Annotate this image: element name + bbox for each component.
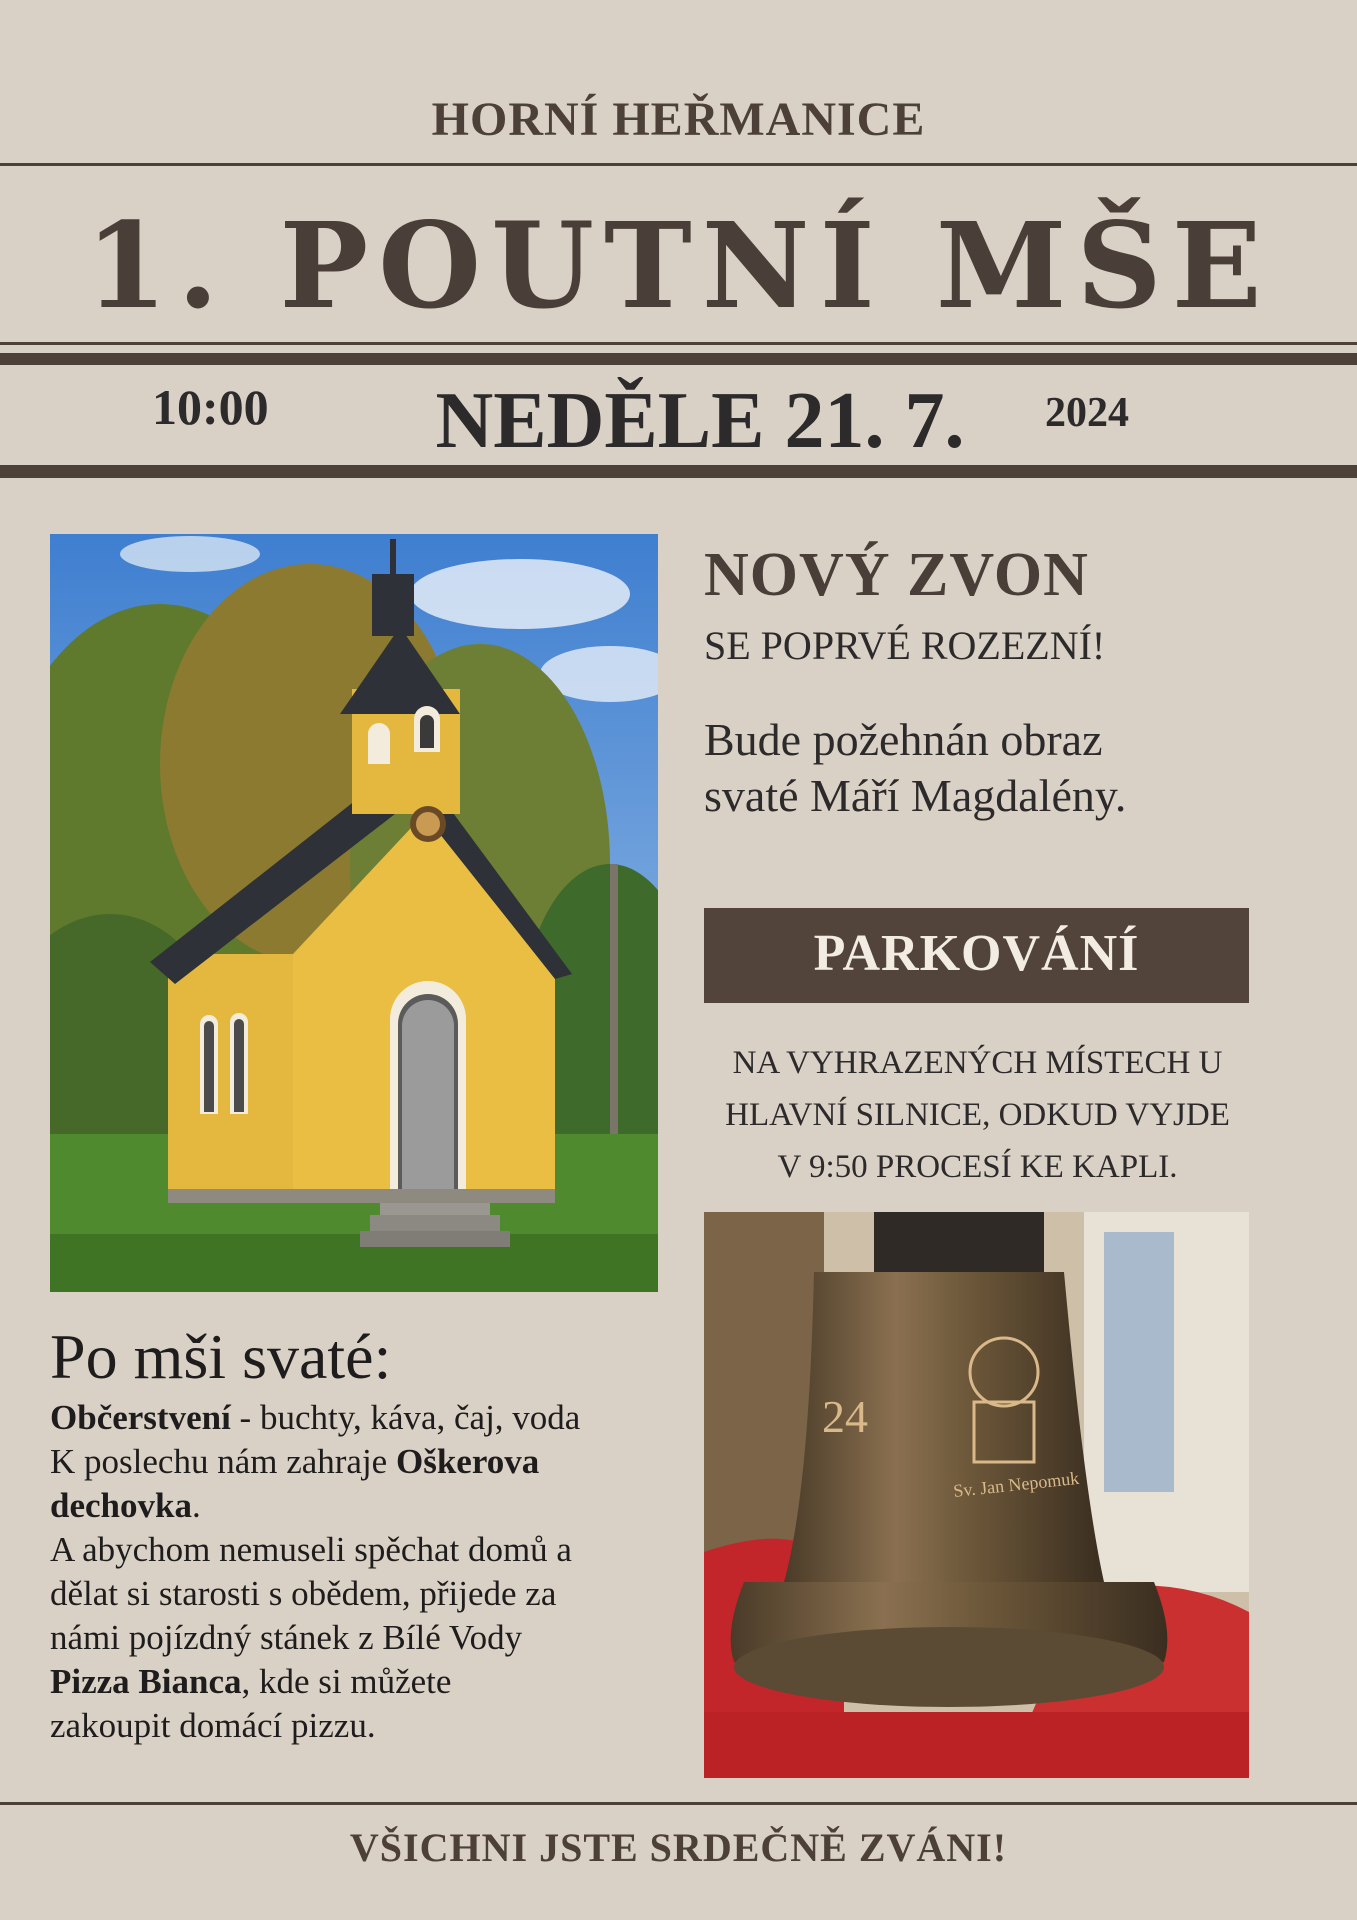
blessing-line: Bude požehnán obraz <box>704 714 1103 765</box>
bell-illustration <box>704 1212 1249 1778</box>
event-date: NEDĚLE 21. 7. <box>435 377 965 465</box>
after-mass-heading: Po mši svaté: <box>50 1321 392 1392</box>
new-bell-subheading: SE POPRVÉ ROZEZNÍ! <box>704 623 1106 668</box>
chapel-photo <box>50 534 658 1292</box>
new-bell-heading: NOVÝ ZVON <box>704 541 1089 609</box>
chapel-illustration <box>50 534 658 1292</box>
band-name-2: dechovka <box>50 1486 192 1525</box>
parking-line: V 9:50 PROCESÍ KE KAPLI. <box>777 1149 1178 1185</box>
after-mass-text <box>50 1396 700 1748</box>
bell-engraving-saint: Sv. Jan Nepomuk <box>952 1467 1081 1501</box>
divider-title-bottom <box>0 342 1357 345</box>
bell-engraving-number: 24 <box>822 1391 868 1442</box>
footer-invitation: VŠICHNI JSTE SRDEČNĚ ZVÁNI! <box>349 1825 1008 1870</box>
food-text: , kde si můžete <box>241 1662 452 1701</box>
food-vendor-line <box>50 1660 700 1704</box>
divider-title-thick <box>0 353 1357 365</box>
divider-footer <box>0 1802 1357 1805</box>
refreshments-line <box>50 1396 700 1440</box>
food-line: námi pojízdný stánek z Bílé Vody <box>50 1618 523 1657</box>
food-line: A abychom nemuseli spěchat domů a <box>50 1530 572 1569</box>
parking-line: HLAVNÍ SILNICE, ODKUD VYJDE <box>725 1097 1230 1133</box>
village-name: HORNÍ HEŘMANICE <box>431 93 926 146</box>
refreshments-label: Občerstvení <box>50 1398 231 1437</box>
music-line-2 <box>50 1484 700 1528</box>
food-vendor: Pizza Bianca <box>50 1662 242 1701</box>
divider-date-bottom <box>0 465 1357 478</box>
bell-photo <box>704 1212 1249 1778</box>
music-line <box>50 1440 700 1484</box>
food-line: zakoupit domácí pizzu. <box>50 1706 376 1745</box>
music-end: . <box>191 1486 201 1525</box>
event-time: 10:00 <box>152 379 269 435</box>
parking-text <box>690 1037 1265 1193</box>
food-line: dělat si starosti s obědem, přijede za <box>50 1574 557 1613</box>
blessing-line: svaté Máří Magdalény. <box>704 770 1127 821</box>
music-text: K poslechu nám zahraje <box>50 1442 396 1481</box>
band-name-1: Oškerova <box>395 1442 540 1481</box>
parking-label: PARKOVÁNÍ <box>813 925 1140 982</box>
blessing-text <box>704 712 1264 824</box>
event-year: 2024 <box>1045 390 1129 436</box>
parking-line: NA VYHRAZENÝCH MÍSTECH U <box>732 1045 1223 1081</box>
divider-top <box>0 163 1357 166</box>
main-title: 1. POUTNÍ MŠE <box>85 196 1272 335</box>
refreshments-text: - buchty, káva, čaj, voda <box>230 1398 581 1437</box>
